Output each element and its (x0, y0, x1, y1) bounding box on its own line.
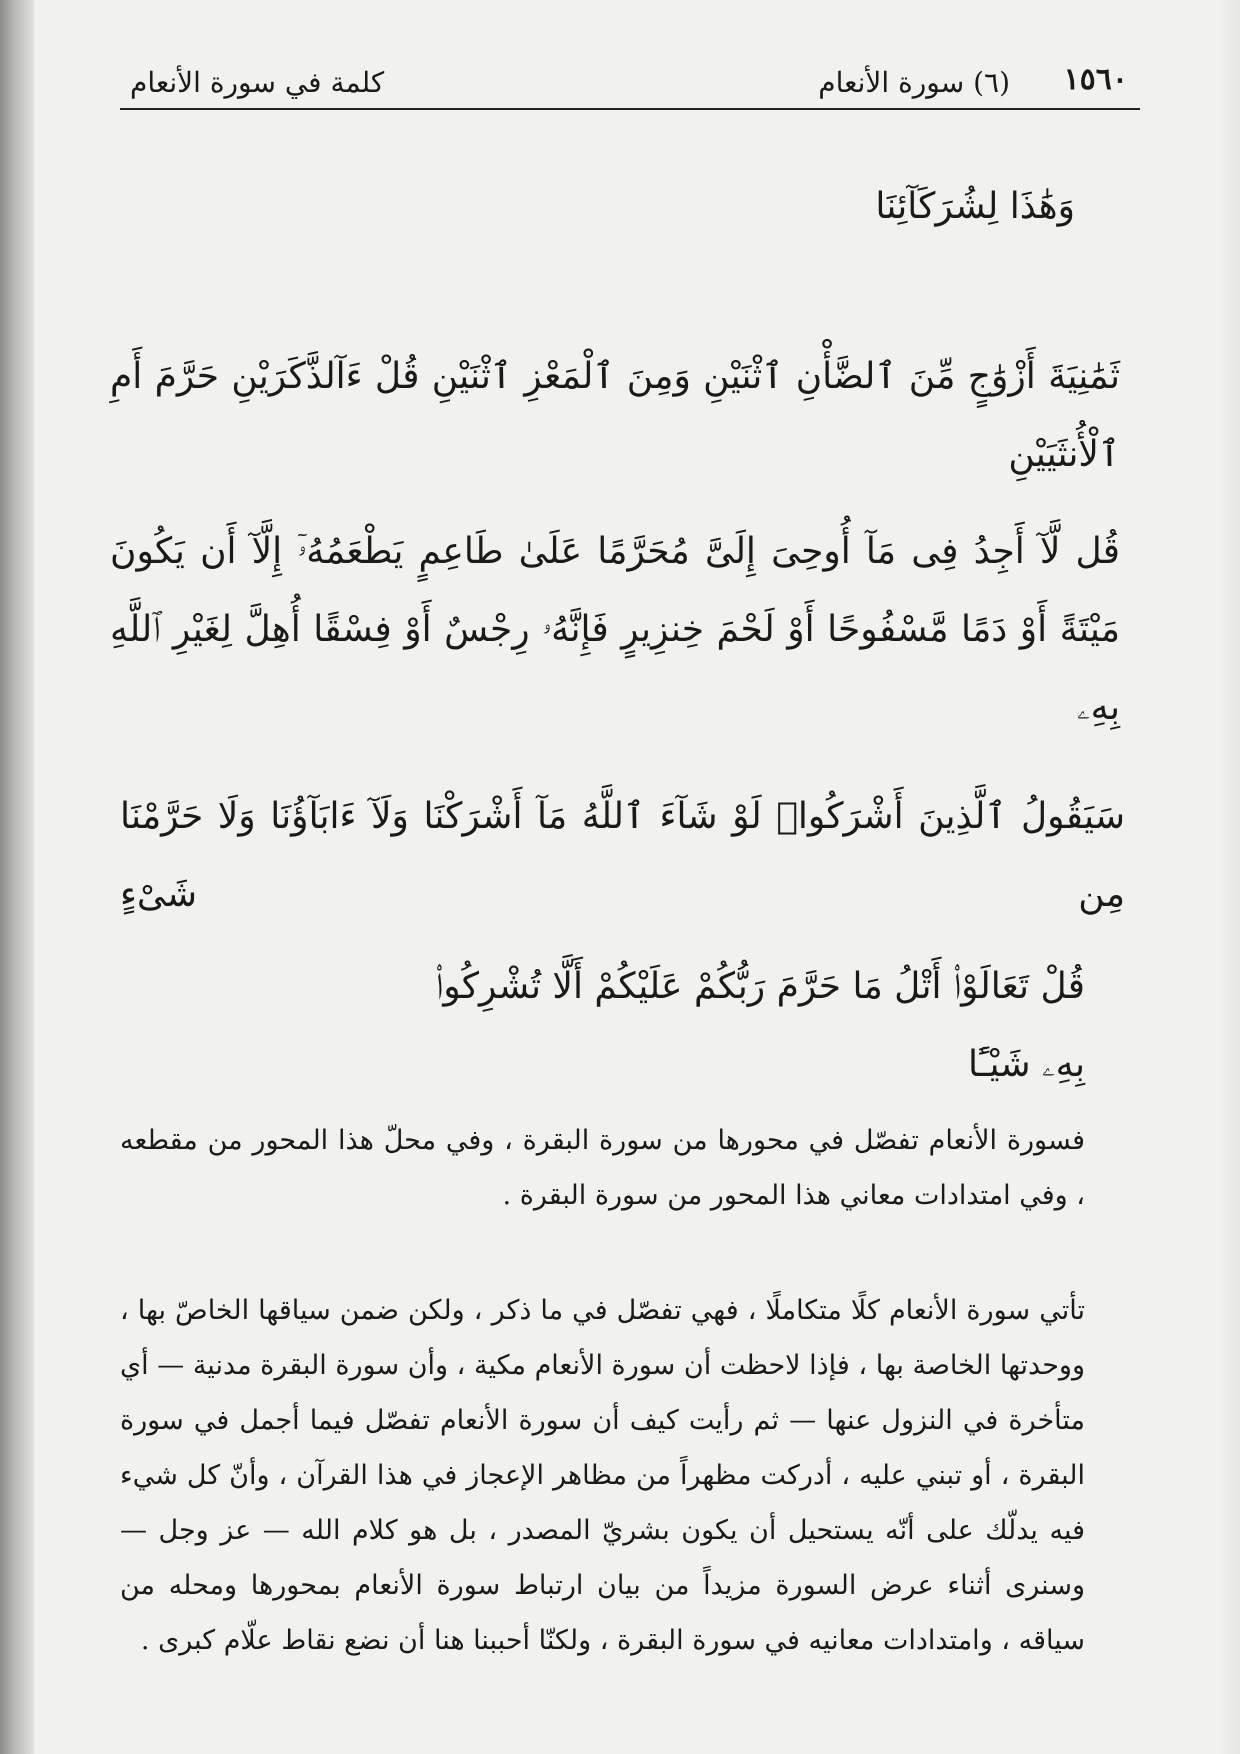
page-number: ١٥٦٠ (1063, 62, 1128, 97)
scan-edge-shadow (0, 0, 34, 1754)
commentary-paragraph: فسورة الأنعام تفصّل في محورها من سورة البقرة ، وفي محلّ هذا المحور من مقطعه ، وفي امتدادات معاني هذا المحور من سورة البقرة . (120, 1125, 1085, 1211)
commentary-paragraph: تأتي سورة الأنعام كلًا متكاملًا ، فهي تفصّل في ما ذكر ، ولكن ضمن سياقها الخاصّ بها ، ووحدتها الخاصة بها ، فإذا لاحظت أن سورة الأنعام مكية ، وأن سورة البقرة مدنية — أي متأخرة في النزول عنها — ثم رأيت كيف أن سورة الأنعام تفصّل فيما أجمل في سورة البقرة ، أو تبني عليه ، أدركت مظهراً من مظاهر الإعجاز في هذا القرآن ، وأنّ كل شيء فيه يدلّك على أنّه يستحيل أن يكون بشريّ المصدر ، بل هو كلام الله — عز وجل — وسنرى أثناء عرض السورة مزيداً من بيان ارتباط سورة الأنعام بمحورها ومحله من سياقه ، وامتدادات معانيه في سورة البقرة ، ولكنّا أحببنا هنا أن نضع نقاط علّام كبرى . (120, 1295, 1086, 1656)
quran-verse: وَهَٰذَا لِشُرَكَآئِنَا (875, 186, 1075, 227)
section-title: كلمة في سورة الأنعام (130, 66, 385, 99)
quran-verse: قُل لَّآ أَجِدُ فِى مَآ أُوحِىَ إِلَىَّ مُحَرَّمًا عَلَىٰ طَاعِمٍ يَطْعَمُهُۥٓ إِلَّآ أَن يَكُونَ مَيْتَةً أَوْ دَمًا مَّسْفُوحًا أَوْ لَحْمَ خِنزِيرٍ فَإِنَّهُۥ رِجْسٌ أَوْ فِسْقًا أُهِلَّ لِغَيْرِ ٱللَّهِ بِهِۦ (110, 531, 1120, 728)
quran-verse: سَيَقُولُ ٱلَّذِينَ أَشْرَكُوا۟ لَوْ شَآءَ ٱللَّهُ مَآ أَشْرَكْنَا وَلَآ ءَابَآؤُنَا وَلَا حَرَّمْنَا مِن شَىْءٍ (120, 796, 1125, 915)
quran-verse: قُلْ تَعَالَوْا۟ أَتْلُ مَا حَرَّمَ رَبُّكُمْ عَلَيْكُمْ أَلَّا تُشْرِكُوا۟ بِهِۦ شَيْـًٔا (435, 966, 1085, 1085)
book-page (100, 48, 1140, 1708)
page-header (120, 58, 1140, 110)
quran-verse: ثَمَٰنِيَةَ أَزْوَٰجٍ مِّنَ ٱلضَّأْنِ ٱثْنَيْنِ وَمِنَ ٱلْمَعْزِ ٱثْنَيْنِ قُلْ ءَآلذَّكَرَيْنِ حَرَّمَ أَمِ ٱلْأُنثَيَيْنِ (110, 356, 1120, 475)
surah-label: (٦) سورة الأنعام (818, 66, 1010, 99)
scan-edge-right (1220, 0, 1240, 1754)
